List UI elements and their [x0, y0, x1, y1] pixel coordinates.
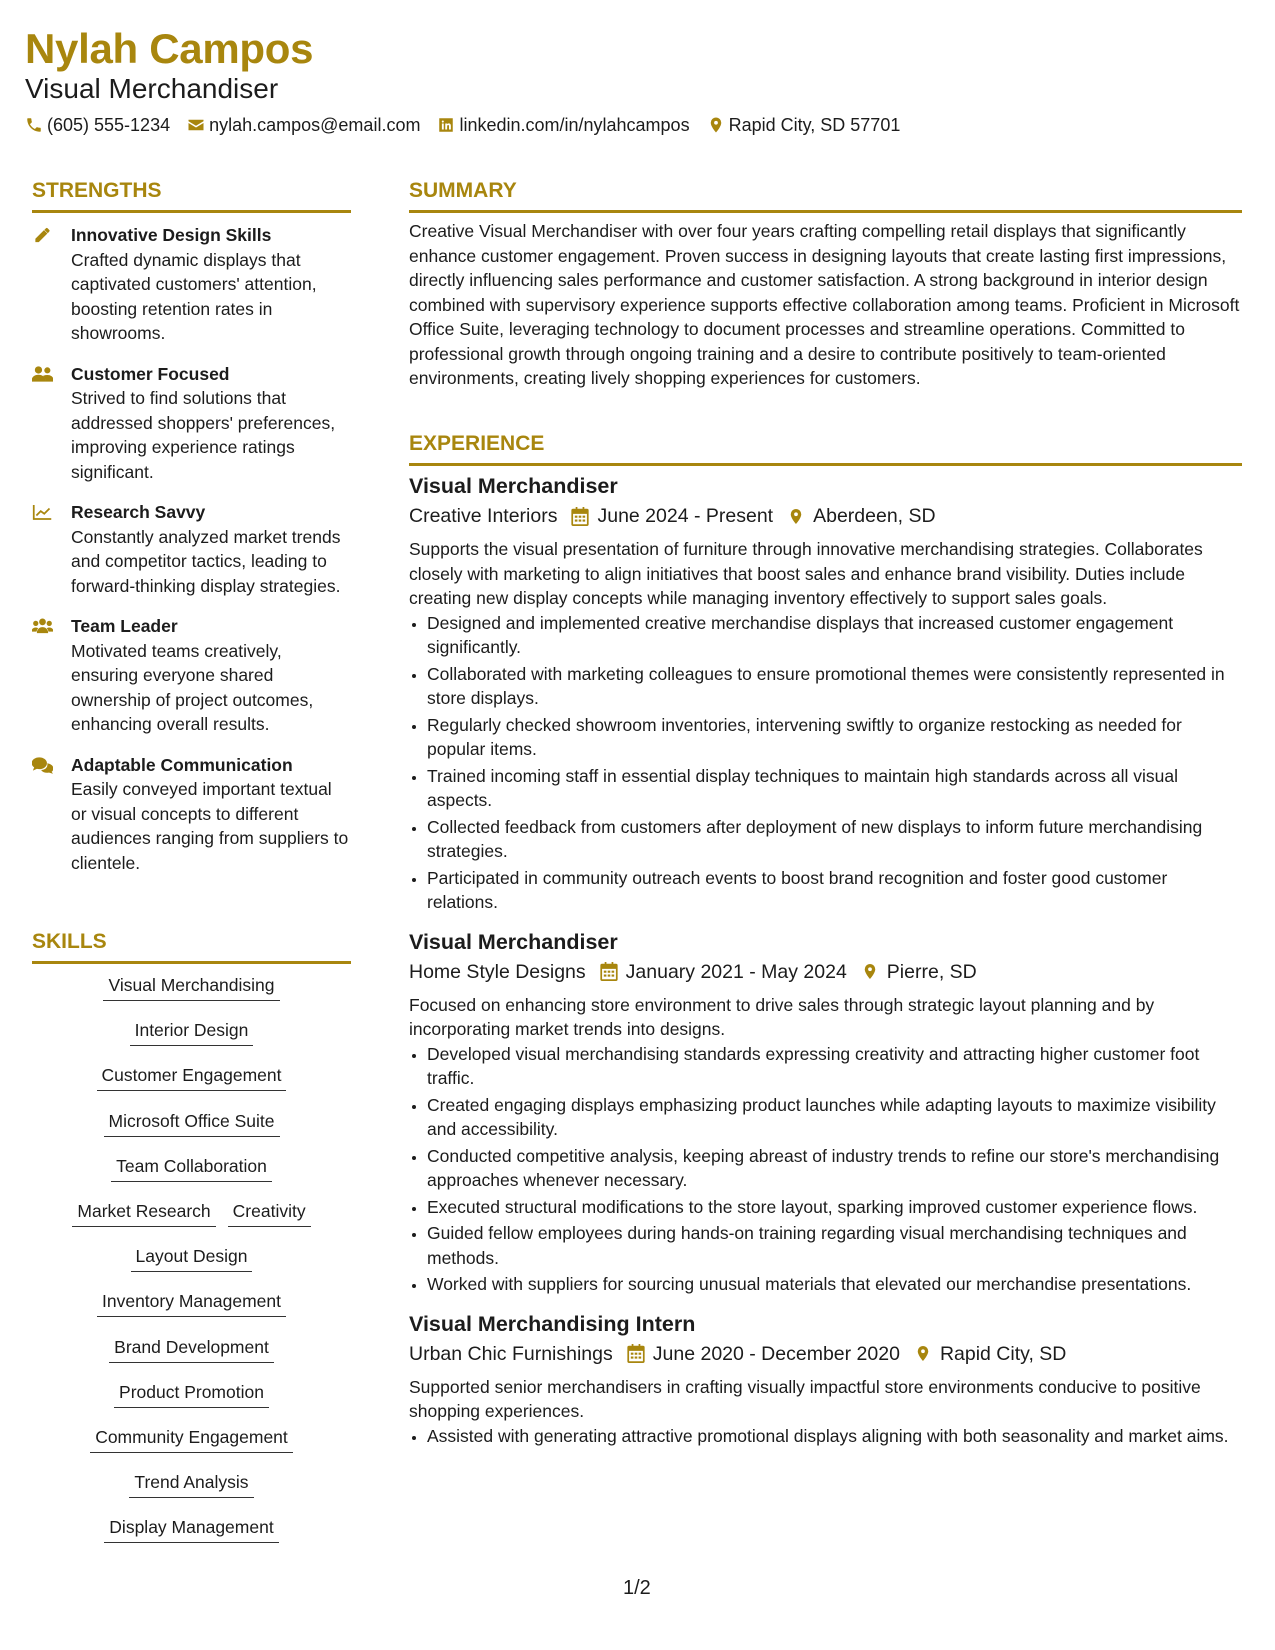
job-entry	[409, 927, 1242, 1297]
bullet-item: • Designed and implemented creative merchandise displays that increased customer engagement significantly.	[427, 611, 1242, 660]
bullet-item: • Collaborated with marketing colleagues to ensure promotional themes were consistently represented in store displays.	[427, 662, 1242, 711]
job-role: Visual Merchandiser	[409, 929, 618, 954]
bullet-item: • Assisted with generating attractive promotional displays aligning with both seasonality and market aims.	[427, 1424, 1242, 1449]
strength-text: Crafted dynamic displays that captivated customers' attention, boosting retention rates in showrooms.	[71, 249, 317, 343]
summary-text: Creative Visual Merchandiser with over four years crafting compelling retail displays that significantly enhance customer engagement. Proven success in designing layouts that create lasting first impressions, directly influencing sales performance and customer satisfaction. A strong background in interior design combined with supervisory experience supports effective collaboration among teams. Proficient in Microsoft Office Suite, leveraging technology to document processes and streamline operations. Committed to professional growth through ongoing training and a desire to contribute positively to team-oriented environments, creating lively shopping experiences for customers.	[409, 221, 1240, 388]
strength-item	[32, 500, 351, 598]
strengths-list	[32, 223, 351, 891]
bullet-item: • Executed structural modifications to the store layout, sparking improved customer experience flows.	[427, 1195, 1242, 1220]
strength-title: Innovative Design Skills	[71, 225, 272, 245]
skill-tag: Brand Development	[109, 1335, 274, 1363]
page-number: 1/2	[623, 1577, 651, 1599]
job-description: Supported senior merchandisers in crafting visually impactful store environments conducive to positive shopping experiences.	[409, 1376, 1201, 1421]
strength-title: Research Savvy	[71, 502, 206, 522]
job-entry	[409, 471, 1242, 915]
candidate-name: Nylah Campos	[25, 25, 314, 72]
job-meta	[409, 501, 1242, 531]
job-location: Aberdeen, SD	[813, 505, 936, 527]
skill-tag: Visual Merchandising	[103, 973, 279, 1001]
email-text: nylah.campos@email.com	[209, 115, 421, 135]
job-dates: June 2024 - Present	[597, 505, 774, 527]
bullet-item: • Conducted competitive analysis, keeping abreast of industry trends to refine our store's merchandising approaches whenever necessary.	[427, 1144, 1242, 1193]
contact-email[interactable]	[187, 113, 420, 137]
job-description: Supports the visual presentation of furniture through innovative merchandising strategies. Collaborates closely with marketing to align initiatives that boost sales and enhance brand visibility. Duties include creating new display concepts while managing inventory effectively to support sales goals.	[409, 539, 1203, 608]
summary-heading: SUMMARY	[409, 178, 1242, 213]
calendar-icon	[600, 962, 618, 981]
job-role: Visual Merchandiser	[409, 474, 618, 498]
job-description: Focused on enhancing store environment to drive sales through strategic layout planning and by incorporating market trends into designs.	[409, 994, 1155, 1039]
bullet-item: • Collected feedback from customers after deployment of new displays to inform future merchandising strategies.	[427, 815, 1242, 864]
skill-tag: Trend Analysis	[129, 1470, 253, 1498]
job-bullets	[409, 611, 1242, 915]
skill-tag: Team Collaboration	[111, 1154, 272, 1182]
job-dates: January 2021 - May 2024	[625, 960, 847, 983]
job-title: Visual Merchandiser	[25, 73, 279, 104]
experience-heading: EXPERIENCE	[409, 431, 1242, 466]
job-entry	[409, 1309, 1242, 1449]
strength-text: Easily conveyed important textual or visual concepts to different audiences ranging from suppliers to clientele.	[71, 779, 349, 873]
experience-list	[409, 471, 1242, 1460]
skill-tag: Layout Design	[131, 1244, 253, 1272]
job-location: Rapid City, SD	[939, 1342, 1067, 1365]
skill-tag: Microsoft Office Suite	[104, 1109, 280, 1137]
bullet-item: • Regularly checked showroom inventories, intervening swiftly to organize restocking as needed for popular items.	[427, 713, 1242, 762]
bullet-item: • Trained incoming staff in essential display techniques to maintain high standards across all visual aspects.	[427, 764, 1242, 813]
map-marker-icon	[861, 962, 879, 981]
skill-tag: Interior Design	[130, 1018, 254, 1046]
envelope-icon	[187, 116, 205, 134]
job-bullets	[409, 1424, 1242, 1449]
phone-icon	[25, 116, 43, 134]
job-company: Creative Interiors	[409, 505, 558, 527]
bullet-item: • Worked with suppliers for sourcing unusual materials that elevated our merchandise presentations.	[427, 1272, 1242, 1297]
contact-bar	[25, 113, 917, 137]
job-meta	[409, 957, 1242, 987]
bullet-item: • Created engaging displays emphasizing product launches while adapting layouts to maximize visibility and accessibility.	[427, 1093, 1242, 1142]
strength-item	[32, 753, 351, 876]
strength-item	[32, 223, 351, 346]
skill-tag: Creativity	[228, 1199, 311, 1227]
team-icon	[32, 617, 53, 635]
skill-tag: Market Research	[72, 1199, 215, 1227]
bullet-item: • Guided fellow employees during hands-on training regarding visual merchandising techniques and methods.	[427, 1221, 1242, 1270]
job-company: Urban Chic Furnishings	[409, 1342, 613, 1365]
strength-text: Motivated teams creatively, ensuring everyone shared ownership of project outcomes, enhancing overall results.	[71, 640, 314, 734]
chart-line-icon	[32, 503, 53, 521]
job-meta	[409, 1339, 1242, 1369]
users-icon	[32, 365, 53, 383]
skill-tag: Customer Engagement	[97, 1063, 287, 1091]
contact-location	[707, 113, 901, 137]
strength-item	[32, 362, 351, 485]
skill-tag: Community Engagement	[90, 1425, 293, 1453]
linkedin-text: linkedin.com/in/nylahcampos	[459, 115, 690, 135]
strength-item	[32, 614, 351, 737]
map-marker-icon	[914, 1344, 932, 1363]
job-bullets	[409, 1042, 1242, 1297]
comments-icon	[32, 756, 53, 774]
contact-phone[interactable]	[25, 113, 170, 137]
bullet-item: • Developed visual merchandising standards expressing creativity and attracting higher customer foot traffic.	[427, 1042, 1242, 1091]
calendar-icon	[571, 507, 589, 526]
map-marker-icon	[787, 507, 805, 526]
location-text: Rapid City, SD 57701	[728, 115, 901, 135]
map-marker-icon	[707, 116, 725, 134]
strength-text: Strived to find solutions that addressed shoppers' preferences, improving experience ratings significant.	[71, 388, 336, 482]
strength-text: Constantly analyzed market trends and competitor tactics, leading to forward-thinking display strategies.	[71, 526, 341, 596]
linkedin-icon	[437, 116, 455, 134]
skills-heading: SKILLS	[32, 929, 351, 964]
bullet-item: • Participated in community outreach events to boost brand recognition and foster good customer relations.	[427, 866, 1242, 915]
job-role: Visual Merchandising Intern	[409, 1311, 696, 1336]
job-location: Pierre, SD	[886, 960, 977, 983]
strength-title: Team Leader	[71, 616, 178, 636]
skill-tag: Display Management	[104, 1515, 278, 1543]
contact-linkedin[interactable]	[437, 113, 689, 137]
strength-title: Adaptable Communication	[71, 754, 293, 775]
strength-title: Customer Focused	[71, 363, 230, 384]
strengths-heading: STRENGTHS	[32, 178, 351, 213]
job-dates: June 2020 - December 2020	[652, 1342, 900, 1365]
skill-tag: Inventory Management	[97, 1289, 286, 1317]
pencil-icon	[32, 226, 53, 244]
job-company: Home Style Designs	[409, 960, 586, 983]
skill-tag: Product Promotion	[114, 1380, 269, 1408]
phone-text: (605) 555-1234	[47, 115, 171, 135]
skills-list	[32, 973, 351, 1560]
calendar-icon	[627, 1344, 645, 1363]
